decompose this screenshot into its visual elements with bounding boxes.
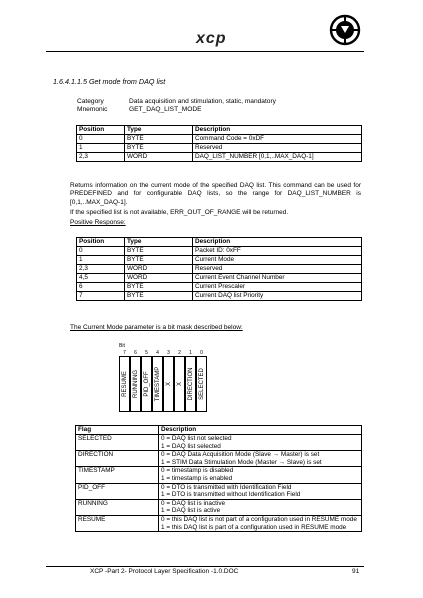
- table-cell: WORD: [125, 274, 193, 283]
- bit-cell: [119, 356, 130, 412]
- flag-name-cell: RESUME: [76, 515, 159, 531]
- table-row: [76, 499, 362, 515]
- bit-name: TIMESTAMP: [154, 366, 161, 402]
- bit-number: 2: [178, 350, 181, 356]
- flag-description-cell: [159, 435, 362, 451]
- table-row: [76, 435, 362, 451]
- page-number: 91: [352, 568, 360, 575]
- mode-intro-text: The Current Mode parameter is a bit mask described below:: [70, 324, 243, 331]
- bit-name: X: [176, 381, 183, 387]
- flag-description-cell: [159, 451, 362, 467]
- flag-description-line: 1 = STIM Data Stimulation Mode (Master → Slave) is set: [161, 458, 322, 466]
- error-paragraph: If the specified list is not available, ERR_OUT_OF_RANGE will be returned.: [70, 209, 289, 216]
- flag-description-cell: [159, 483, 362, 499]
- section-title: 1.6.4.1.1.5 Get mode from DAQ list: [53, 77, 166, 86]
- meta-category: [77, 98, 276, 105]
- flag-description-line: 1 = DAQ list is active: [161, 507, 221, 515]
- table-cell: 2,3: [77, 265, 125, 274]
- table-cell: Command Code = 0xDF: [193, 135, 362, 144]
- header-cell: Type: [125, 126, 193, 135]
- table-row: [77, 256, 362, 265]
- header-cell: Description: [193, 126, 362, 135]
- command-table: [76, 125, 362, 162]
- table-row: [76, 515, 362, 531]
- bit-number: 1: [189, 350, 192, 356]
- table-row: [77, 265, 362, 274]
- bit-cell: [185, 356, 196, 412]
- bit-name: PID_OFF: [143, 371, 150, 397]
- flag-name-cell: PID_OFF: [76, 483, 159, 499]
- flag-name-cell: SELECTED: [76, 435, 159, 451]
- bit-name: SELECTED: [198, 368, 205, 400]
- bit-cell: [174, 356, 185, 412]
- flag-description-line: 1 = DAQ list selected: [161, 442, 221, 450]
- header-cell: Position: [77, 238, 125, 247]
- table-cell: 7: [77, 292, 125, 301]
- bit-cell: [163, 356, 174, 412]
- table-row: [77, 135, 362, 144]
- bit-name: DIRECTION: [187, 367, 194, 401]
- table-cell: BYTE: [125, 247, 193, 256]
- footer-text: XCP -Part 2- Protocol Layer Specification -1.0.DOC: [90, 568, 239, 575]
- table-header-row: [77, 238, 362, 247]
- meta-value: Data acquisition and stimulation, static, mandatory: [129, 98, 276, 105]
- table-cell: 4,5: [77, 274, 125, 283]
- table-row: [77, 292, 362, 301]
- bit-number: 4: [156, 350, 159, 356]
- meta-label: Mnemonic: [77, 106, 108, 113]
- bit-number: 5: [145, 350, 148, 356]
- table-row: [77, 144, 362, 153]
- header-cell: Type: [125, 238, 193, 247]
- bit-cell: [196, 356, 207, 412]
- table-cell: 0: [77, 247, 125, 256]
- bit-cell: [152, 356, 163, 412]
- flag-description-line: 0 = DAQ Data Acquisition Mode (Slave → Master) is set: [161, 451, 320, 459]
- meta-mnemonic: [77, 106, 202, 113]
- table-row: [77, 283, 362, 292]
- table-row: [77, 247, 362, 256]
- header-cell: Description: [193, 238, 362, 247]
- table-cell: Current Prescaler: [193, 283, 362, 292]
- bit-number: 3: [167, 350, 170, 356]
- response-table: [76, 237, 362, 301]
- table-cell: BYTE: [125, 292, 193, 301]
- bit-number: 6: [134, 350, 137, 356]
- bit-name: RESUME: [121, 371, 128, 397]
- table-header-row: [77, 126, 362, 135]
- bit-name: RUNNING: [132, 370, 139, 398]
- header-cell: Position: [77, 126, 125, 135]
- table-row: [77, 153, 362, 162]
- bit-name: X: [165, 381, 172, 387]
- bit-number: 0: [200, 350, 203, 356]
- bit-label: Bit: [119, 343, 125, 349]
- table-cell: WORD: [125, 153, 193, 162]
- table-cell: 6: [77, 283, 125, 292]
- table-cell: BYTE: [125, 283, 193, 292]
- flag-description-line: 0 = DAQ list not selected: [161, 435, 232, 442]
- flag-description-line: 0 = timestamp is disabled: [161, 467, 234, 475]
- header-logo: xcp: [196, 30, 227, 47]
- flag-description-line: 1 = this DAQ list is part of a configuration used in RESUME mode: [161, 523, 347, 531]
- table-cell: 1: [77, 144, 125, 153]
- meta-value: GET_DAQ_LIST_MODE: [129, 106, 202, 113]
- meta-label: Category: [77, 98, 104, 105]
- table-cell: Current Mode: [193, 256, 362, 265]
- bit-cell: [141, 356, 152, 412]
- flag-name-cell: TIMESTAMP: [76, 467, 159, 483]
- flag-description-cell: [159, 467, 362, 483]
- positive-response-heading: Positive Response:: [70, 219, 126, 226]
- flag-description-line: 1 = timestamp is enabled: [161, 474, 233, 482]
- description-paragraph: Returns information on the current mode of the specified DAQ list. This command can be used for PREDEFINED and for configurable DAQ lists, so the range for DAQ_LIST_NUMBER is [0,1,..MAX_DAQ-1].: [70, 182, 361, 206]
- table-cell: Current DAQ list Priority: [193, 292, 362, 301]
- bit-cell: [130, 356, 141, 412]
- table-row: [76, 451, 362, 467]
- table-cell: DAQ_LIST_NUMBER [0,1,..MAX_DAQ-1]: [193, 153, 362, 162]
- bit-number: 7: [123, 350, 126, 356]
- flag-description-line: 1 = DTO is transmitted without Identification Field: [161, 491, 301, 499]
- table-row: [76, 483, 362, 499]
- header-cell: Flag: [76, 426, 159, 435]
- table-cell: BYTE: [125, 135, 193, 144]
- table-cell: 0: [77, 135, 125, 144]
- flag-description-cell: [159, 499, 362, 515]
- table-cell: Packet ID: 0xFF: [193, 247, 362, 256]
- table-cell: BYTE: [125, 256, 193, 265]
- table-cell: Reserved: [193, 265, 362, 274]
- flag-table: [75, 425, 362, 532]
- table-cell: 2,3: [77, 153, 125, 162]
- table-row: [76, 467, 362, 483]
- header-cell: Description: [159, 426, 362, 435]
- table-cell: BYTE: [125, 144, 193, 153]
- flag-name-cell: RUNNING: [76, 499, 159, 515]
- asam-emblem-icon: [329, 14, 361, 46]
- flag-description-line: 0 = DTO is transmitted with Identification Field: [161, 483, 292, 491]
- header-rule: [46, 51, 364, 52]
- table-row: [77, 274, 362, 283]
- flag-description-line: 0 = this DAQ list is not part of a configuration used in RESUME mode: [161, 515, 357, 523]
- table-cell: Current Event Channel Number: [193, 274, 362, 283]
- flag-description-cell: [159, 515, 362, 531]
- flag-name-cell: DIRECTION: [76, 451, 159, 467]
- table-cell: Reserved: [193, 144, 362, 153]
- table-cell: WORD: [125, 265, 193, 274]
- flag-description-line: 0 = DAQ list is inactive: [161, 499, 226, 507]
- table-header-row: [76, 426, 362, 435]
- footer-rule: [46, 566, 364, 567]
- table-cell: 1: [77, 256, 125, 265]
